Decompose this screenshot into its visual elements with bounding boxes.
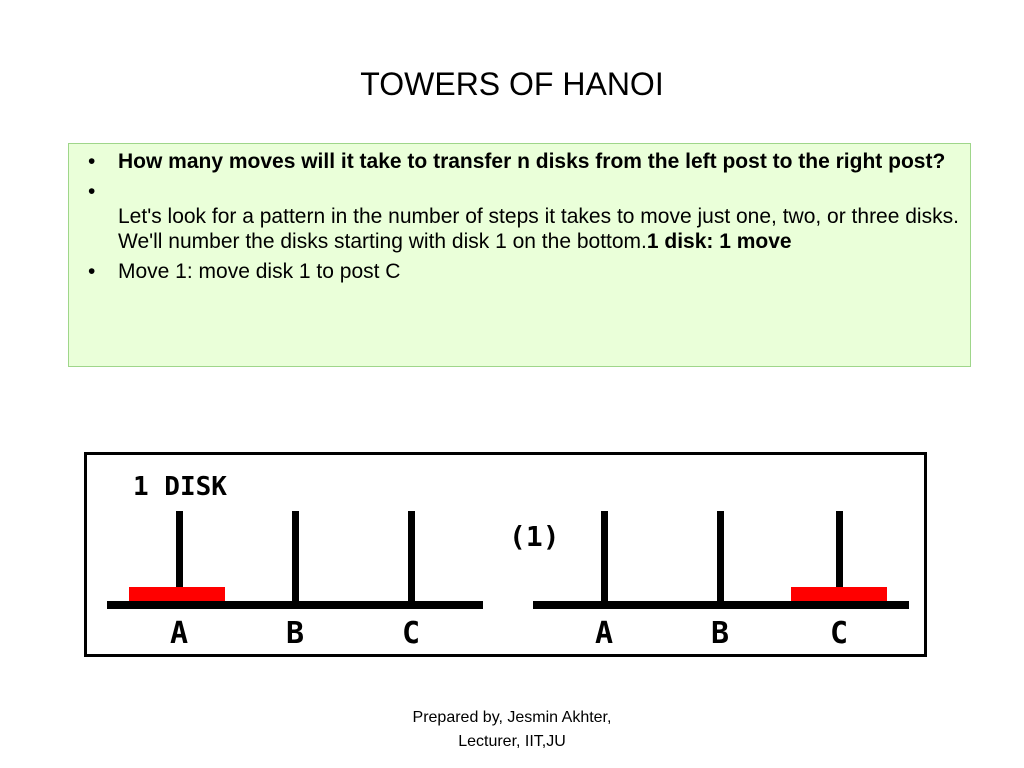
- figure-heading: 1 DISK: [133, 472, 227, 502]
- bullet-dot: •: [88, 260, 96, 283]
- slide-title: TOWERS OF HANOI: [360, 66, 664, 102]
- right-post-a: [601, 511, 608, 601]
- list-item: [79, 259, 959, 284]
- step-label: (1): [509, 520, 560, 553]
- pattern-text: Let's look for a pattern in the number of steps it takes to move just one, two, or three disks. We'll number the disks starting with disk 1 on the bottom.: [118, 205, 959, 253]
- list-item: [79, 149, 959, 174]
- move-text: Move 1: move disk 1 to post C: [118, 260, 401, 283]
- right-post-b: [717, 511, 724, 601]
- right-label-b: B: [710, 616, 730, 651]
- left-post-c: [408, 511, 415, 601]
- list-item: [79, 179, 959, 254]
- right-label-a: A: [594, 616, 614, 651]
- disk-1-start: [129, 587, 225, 601]
- content-box: [68, 143, 971, 367]
- left-label-b: B: [285, 616, 305, 651]
- bullet-list: [79, 149, 959, 289]
- disk-1-end: [791, 587, 887, 601]
- hanoi-figure: [84, 452, 927, 657]
- question-text: How many moves will it take to transfer n disks from the left post to the right post?: [118, 150, 946, 173]
- footer-line-1: Prepared by, Jesmin Akhter,: [412, 709, 612, 726]
- hanoi-diagram: [87, 455, 924, 654]
- left-label-c: C: [401, 616, 421, 651]
- right-label-c: C: [829, 616, 849, 651]
- left-label-a: A: [169, 616, 189, 651]
- bullet-dot: •: [88, 150, 96, 173]
- one-disk-summary: 1 disk: 1 move: [646, 230, 792, 253]
- footer: [0, 706, 1024, 754]
- footer-line-2: Lecturer, IIT,JU: [458, 733, 566, 750]
- bullet-dot: •: [88, 180, 96, 203]
- left-base: [107, 601, 483, 609]
- right-base: [533, 601, 909, 609]
- left-post-b: [292, 511, 299, 601]
